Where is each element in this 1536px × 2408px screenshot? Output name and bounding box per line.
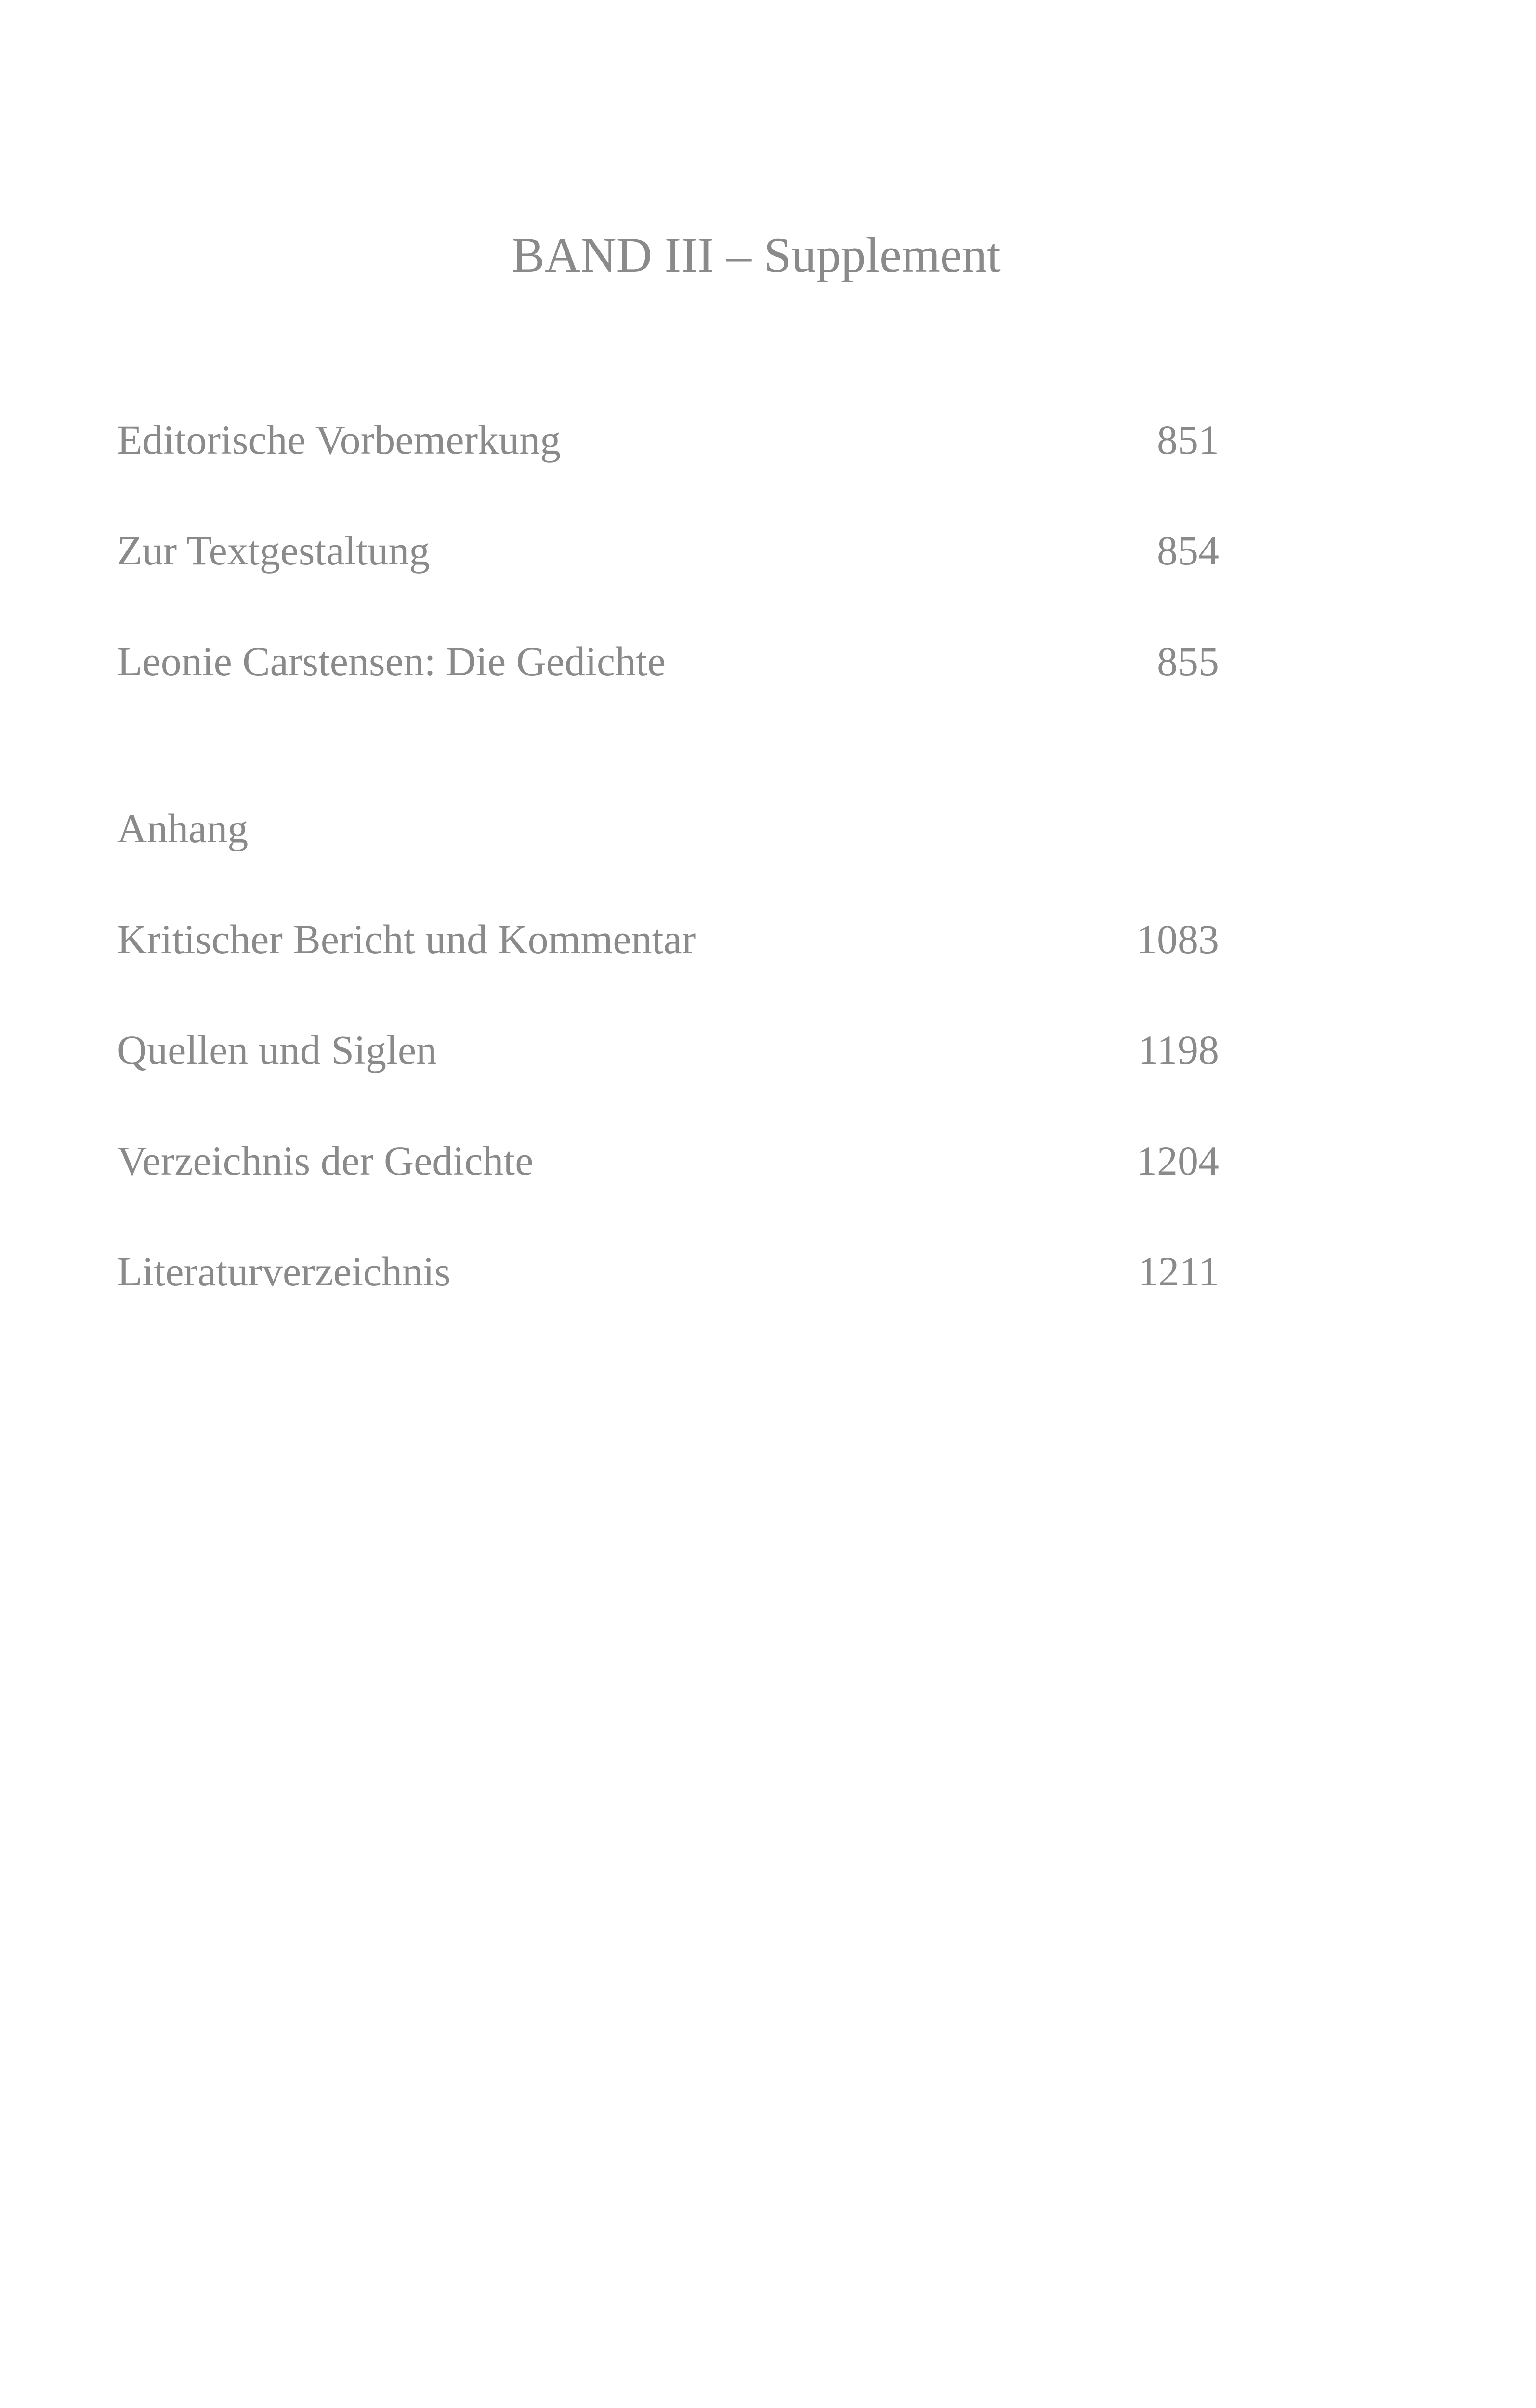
toc-entry-page-number: 1083 [1136,916,1219,962]
toc-entry-page-number: 1204 [1136,1138,1219,1184]
toc-entry-label: Leonie Carstensen: Die Gedichte [117,638,666,684]
toc-entry [117,632,1219,690]
toc-entry [117,411,1219,469]
toc-entry [117,910,1219,968]
page-title: BAND III – Supplement [512,228,1001,283]
toc-entry-label: Editorische Vorbemerkung [117,417,561,463]
toc-entry [117,1132,1219,1190]
toc-entry-label: Literaturverzeichnis [117,1248,451,1295]
toc-entry-label: Kritischer Bericht und Kommentar [117,916,696,962]
toc-entry [117,522,1219,579]
toc-entry-page-number: 854 [1157,527,1219,574]
toc-entry-label: Zur Textgestaltung [117,527,430,574]
toc-entry-page-number: 1211 [1138,1248,1219,1295]
appendix-heading: Anhang [117,805,249,851]
toc-entry-label: Quellen und Siglen [117,1027,437,1073]
toc-entry [117,1021,1219,1079]
toc-entry-label: Verzeichnis der Gedichte [117,1138,534,1184]
toc-entry-page-number: 851 [1157,417,1219,463]
toc-entry-page-number: 1198 [1138,1027,1219,1073]
toc-entry [117,1243,1219,1300]
toc-entry-page-number: 855 [1157,638,1219,684]
